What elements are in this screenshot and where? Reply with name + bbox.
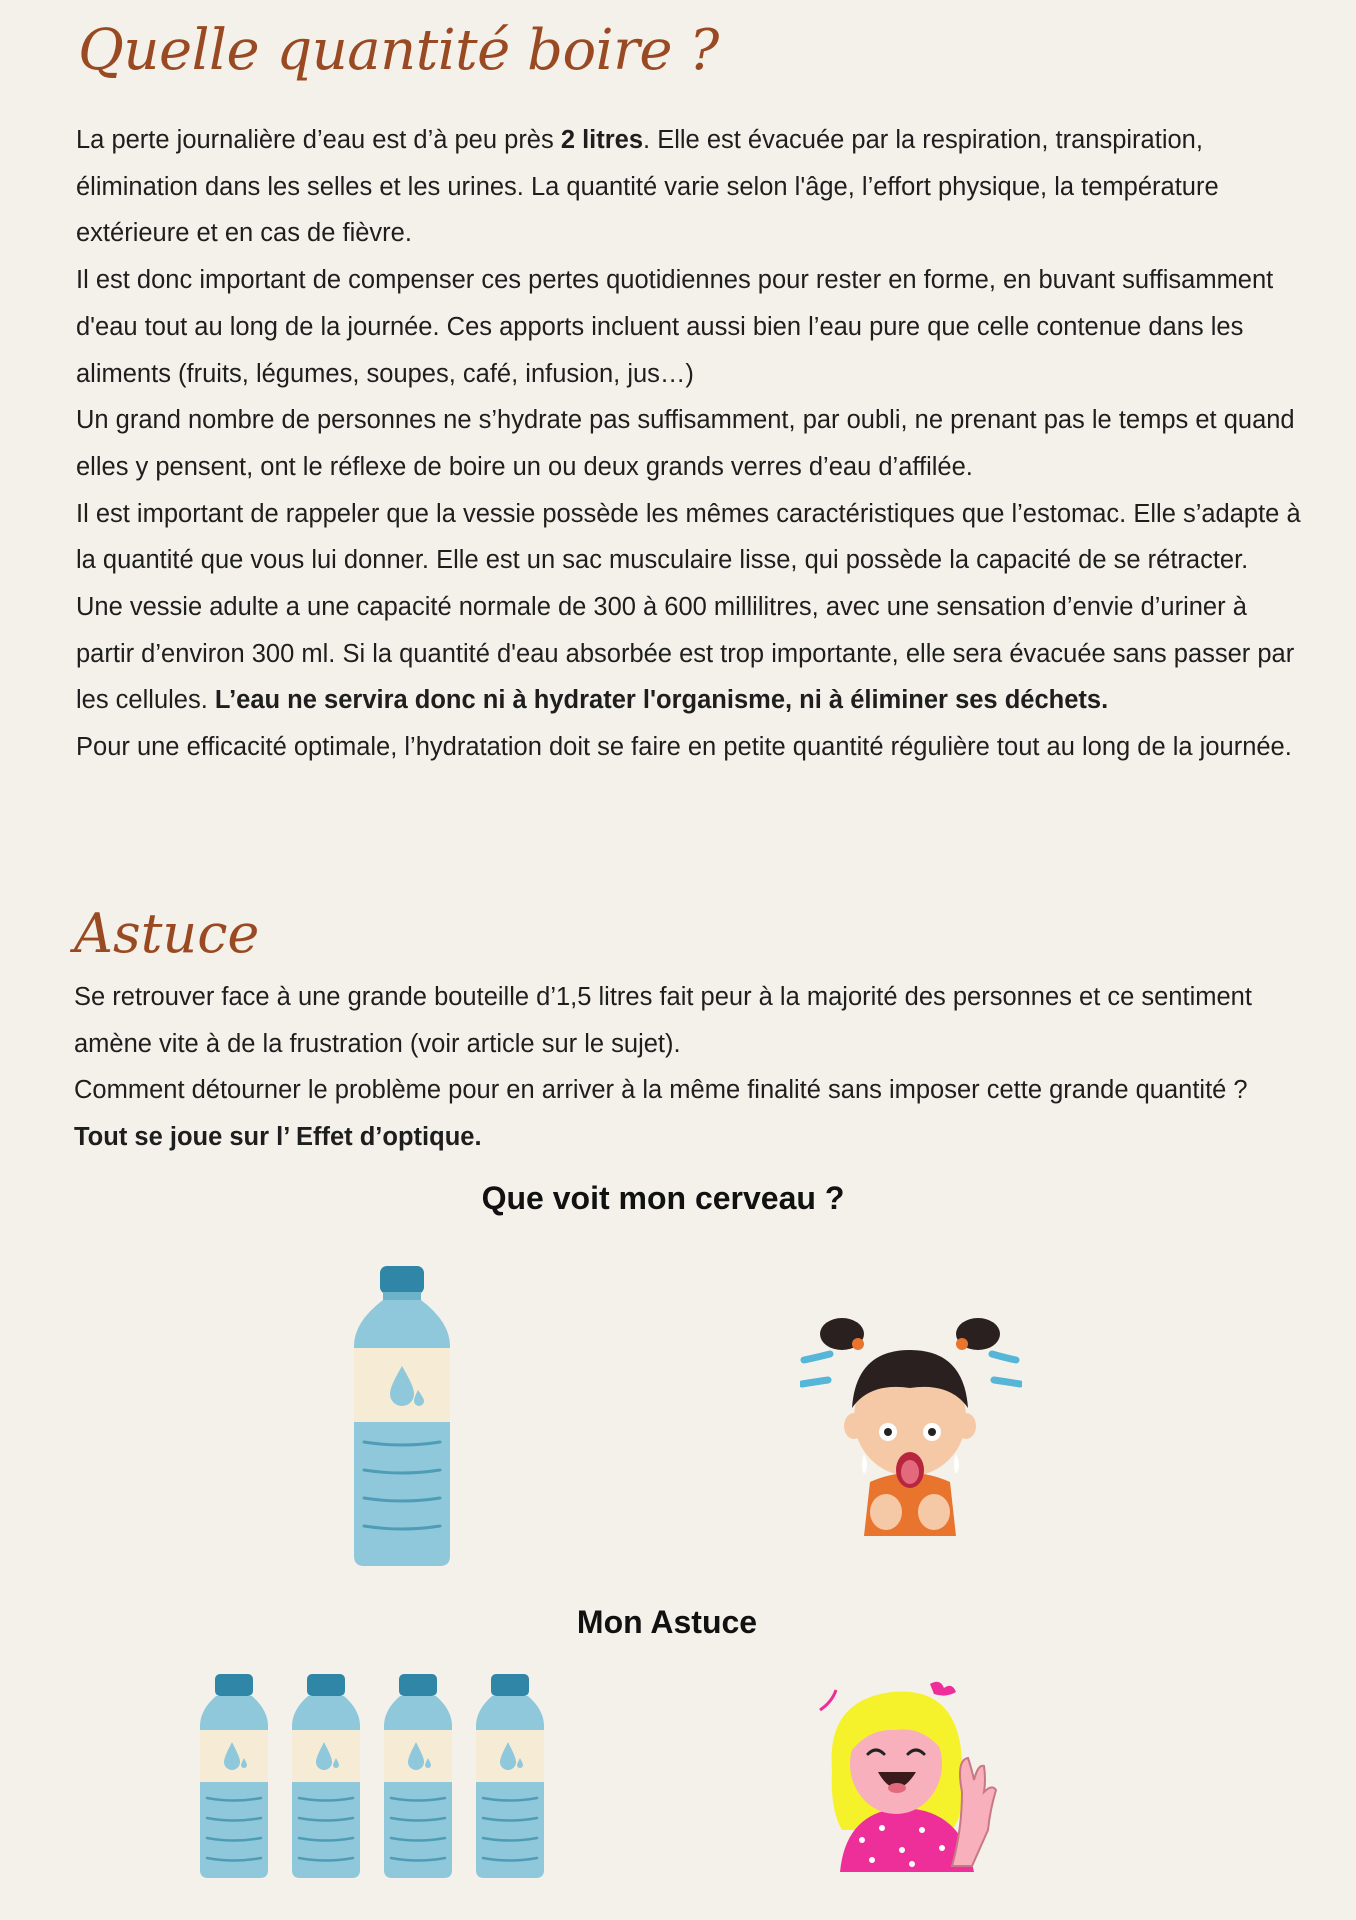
happy-girl-icon bbox=[812, 1680, 1012, 1872]
intro-text bbox=[76, 117, 1301, 771]
astuce-paragraph-1: Se retrouver face à une grande bouteille d’1,5 litres fait peur à la majorité des personnes et ce sentiment amène vite à de la frustration (voir article sur le sujet). bbox=[74, 983, 1252, 1058]
intro-paragraph-5: Pour une efficacité optimale, l’hydratation doit se faire en petite quantité régulière tout au long de la journée. bbox=[76, 733, 1292, 762]
intro-paragraph-3: Un grand nombre de personnes ne s’hydrate pas suffisamment, par oubli, ne prenant pas le temps et quand elles y pensent, ont le réflexe de boire un ou deux grands verres d’eau d’affilée. bbox=[76, 406, 1295, 481]
section-heading-brain: Que voit mon cerveau ? bbox=[481, 1180, 845, 1216]
intro-paragraph-1 bbox=[76, 117, 1301, 257]
intro-p4-text: Il est important de rappeler que la vessie possède les mêmes caractéristiques que l’estomac. Elle s’adapte à la quantité que vous lui donner. Elle est un sac musculaire lisse, qui possède la capacité de se rétracter. Une vessie adulte a une capacité normale de 300 à 600 millilitres, avec une sensation d’envie d’uriner à partir d’environ 300 ml. Si la quantité d'eau absorbée est trop importante, elle sera évacuée sans passer par les cellules. bbox=[76, 499, 1301, 715]
water-bottle-small-icon bbox=[474, 1672, 546, 1880]
intro-p1-text: La perte journalière d’eau est d’à peu près bbox=[76, 126, 561, 154]
intro-p1-text-end: . Elle est évacuée par la respiration, transpiration, élimination dans les selles et les urines. La quantité varie selon l'âge, l’effort physique, la température extérieure et en cas de fièvre. bbox=[76, 126, 1219, 248]
intro-paragraph-2: Il est donc important de compenser ces pertes quotidiennes pour rester en forme, en buvant suffisamment d'eau tout au long de la journée. Ces apports incluent aussi bien l’eau pure que celle contenue dans les aliments (fruits, légumes, soupes, café, infusion, jus…) bbox=[76, 266, 1274, 388]
water-bottle-small-icon bbox=[198, 1672, 270, 1880]
astuce-paragraph-2 bbox=[74, 1067, 1299, 1160]
astuce-p2-bold: Tout se joue sur l’ Effet d’optique. bbox=[74, 1123, 482, 1152]
intro-paragraph-4 bbox=[76, 491, 1301, 725]
astuce-p2-text: Comment détourner le problème pour en arriver à la même finalité sans imposer cette grande quantité ? bbox=[74, 1076, 1248, 1105]
intro-p4-bold: L’eau ne servira donc ni à hydrater l'organisme, ni à éliminer ses déchets. bbox=[214, 686, 1109, 715]
astuce-heading: Astuce bbox=[74, 902, 260, 965]
section-heading-tip: Mon Astuce bbox=[576, 1604, 758, 1640]
intro-p1-bold: 2 litres bbox=[560, 126, 644, 154]
water-bottle-small-icon bbox=[290, 1672, 362, 1880]
scared-girl-icon bbox=[800, 1304, 1022, 1540]
astuce-text bbox=[74, 974, 1299, 1161]
water-bottle-large-icon bbox=[350, 1262, 454, 1568]
water-bottle-small-icon bbox=[382, 1672, 454, 1880]
page-title: Quelle quantité boire ? bbox=[78, 18, 719, 83]
